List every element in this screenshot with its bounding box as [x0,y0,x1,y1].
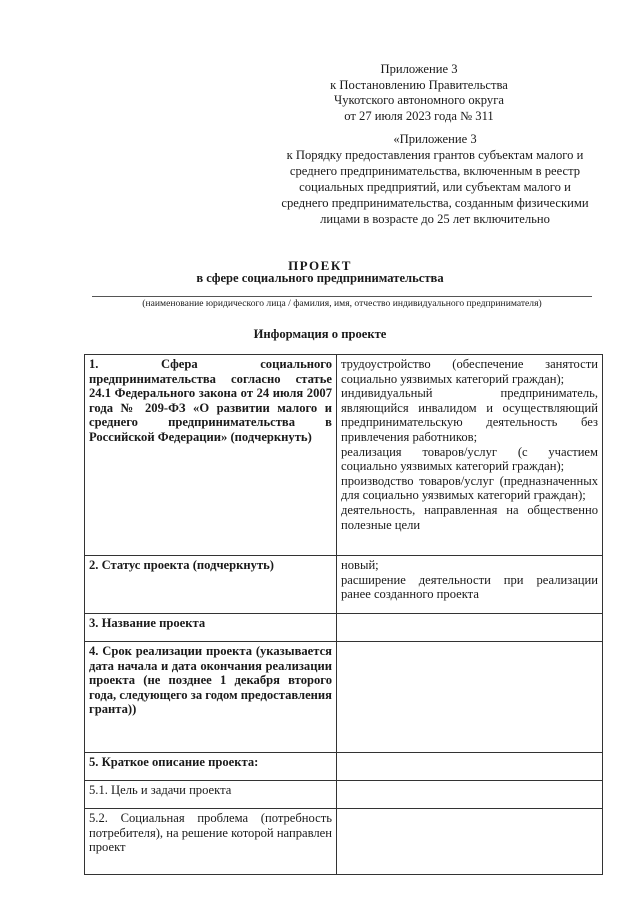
option-text: деятельность, направленная на общественно полезные цели [341,502,598,532]
table-row [85,781,603,809]
row-label: 3. Название проекта [85,614,337,642]
option-text: производство товаров/услуг (предназначенных для социально уязвимых категорий граждан); [341,473,598,503]
option-text: расширение деятельности при реализации ранее созданного проекта [341,572,598,602]
row-label: 2. Статус проекта (подчеркнуть) [85,556,337,614]
table-row [85,753,603,781]
annex-procedure-reference [270,131,600,227]
annex-line: к Порядку предоставления грантов субъектам малого и [286,148,584,162]
row-label: 5.2. Социальная проблема (потребность потребителя), на решение которой направлен проект [85,809,337,875]
option-text: индивидуальный предприниматель, являющийся инвалидом и осуществляющий предпринимательскую деятельность без привлечения работников; [341,386,598,444]
table-row [85,355,603,556]
option-text: трудоустройство (обеспечение занятости социально уязвимых категорий граждан); [341,357,598,386]
row-label: 4. Срок реализации проекта (указывается дата начала и дата окончания реализации проекта (не позднее 1 декабря второго года, следующего за годом предоставления гранта)) [85,642,337,753]
annex-line: среднего предпринимательства, созданным физическими [281,196,589,210]
row-value-cell[interactable] [337,753,603,781]
option-text: реализация товаров/услуг (с участием социально уязвимых категорий граждан); [341,444,598,474]
annex-line: Приложение 3 [380,62,458,76]
document-title: ПРОЕКТ [288,258,352,273]
option-text: новый; [341,558,379,572]
document-subtitle: в сфере социального предпринимательства [196,271,444,285]
row-value-cell[interactable] [337,642,603,753]
table-row [85,642,603,753]
row-value-cell[interactable] [337,614,603,642]
annex-line: Чукотского автономного округа [334,93,504,107]
name-fill-line [92,296,592,297]
row-label: 5.1. Цель и задачи проекта [85,781,337,809]
annex-line: среднего предпринимательства, включенным в реестр [289,164,581,178]
annex-reference [330,62,508,124]
annex-line: от 27 июля 2023 года № 311 [344,108,494,123]
row-value-cell [337,556,603,614]
row-value-cell [337,355,603,556]
annex-line: к Постановлению Правительства [330,77,508,92]
table-row [85,614,603,642]
annex-line: лицами в возрасте до 25 лет включительно [320,212,550,226]
name-caption: (наименование юридического лица / фамилия, имя, отчество индивидуального предпринимателя) [142,298,542,309]
table-row [85,556,603,614]
project-info-table [84,354,603,875]
table-row [85,809,603,875]
annex-line: социальных предприятий, или субъектам малого и [299,180,571,194]
row-value-cell[interactable] [337,809,603,875]
row-label: 1. Сфера социального предпринимательства согласно статье 24.1 Федерального закона от 24 июля 2007 года № 209-ФЗ «О развитии малого и среднего предпринимательства в Российской Федерации» (подчеркнуть) [85,355,337,556]
row-label: 5. Краткое описание проекта: [85,753,337,781]
section-title: Информация о проекте [253,327,387,341]
annex-line: «Приложение 3 [393,132,477,146]
row-value-cell[interactable] [337,781,603,809]
